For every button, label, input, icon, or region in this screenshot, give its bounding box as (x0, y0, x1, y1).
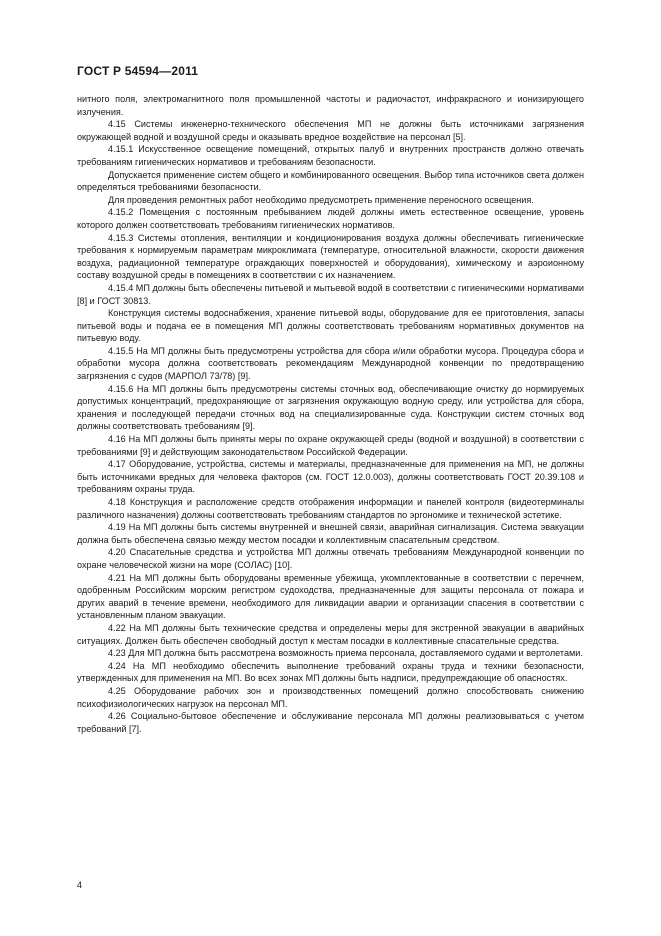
document-header: ГОСТ Р 54594—2011 (77, 64, 199, 78)
paragraph: 4.15.4 МП должны быть обеспечены питьевой и мытьевой водой в соответствии с гигиеническими нормативами [8] и ГОСТ 30813. (77, 282, 585, 306)
paragraph: 4.21 На МП должны быть оборудованы временные убежища, укомплектованные в соответствии с перечнем, одобренным Российским морским регистром судоходства, предназначенные для защиты персонала от пожара и других аварий в течение времени, необходимого для ликвидации аварии и организации спасения в соответствии с установленным планом эвакуации. (77, 572, 584, 621)
paragraph: 4.24 На МП необходимо обеспечить выполнение требований охраны труда и техники безопасности, утвержденных для применения на МП. Во всех зонах МП должны быть надписи, предупреждающие об опасностях. (77, 660, 584, 684)
paragraph: 4.15 Системы инженерно-технического обеспечения МП не должны быть источниками загрязнения окружающей водной и воздушной среды и оказывать вредное воздействие на персонал [5]. (77, 119, 584, 142)
paragraph: 4.15.5 На МП должны быть предусмотрены устройства для сбора и/или обработки мусора. Процедура сбора и обработки мусора должна соответствовать рекомендациям Международной конвенции по предотвращению загрязнения с судов (МАРПОЛ 73/78) [9]. (77, 345, 584, 382)
paragraph: 4.22 На МП должны быть технические средства и определены меры для экстренной эвакуации в аварийных ситуациях. Должен быть обеспечен свободный доступ к местам посадки в коллективные спасательные средства. (77, 622, 584, 646)
paragraph: 4.20 Спасательные средства и устройства МП должны отвечать требованиям Международной конвенции по охране человеческой жизни на море (СОЛАС) [10]. (77, 547, 584, 570)
paragraph: Для проведения ремонтных работ необходимо предусмотреть применение переносного освещения. (108, 194, 534, 205)
paragraph: 4.18 Конструкция и расположение средств отображения информации и панелей контроля (видеотерминалы различного назначения) должны соответствовать требованиям стандартов по эргономике и технической эстетике. (77, 497, 584, 520)
page-number: 4 (77, 880, 83, 890)
document-body (77, 93, 584, 735)
paragraph: 4.15.3 Системы отопления, вентиляции и кондиционирования воздуха должны обеспечивать гигиенические требования к нормируемым параметрам микроклимата (температуре, относительной влажности, скорости движения воздуха, радиационной температуре ограждающих поверхностей и оборудования), химическому и аэроионному составу воздушной среды в помещениях в соответствии с их назначением. (77, 232, 584, 281)
paragraph: 4.15.1 Искусственное освещение помещений, открытых палуб и внутренних пространств должно отвечать требованиям гигиенических нормативов и требованиям безопасности. (77, 144, 584, 167)
paragraph: 4.23 Для МП должна быть рассмотрена возможность приема персонала, доставляемого судами и вертолетами. (108, 648, 583, 659)
paragraph: 4.15.6 На МП должны быть предусмотрены системы сточных вод, обеспечивающие очистку до нормируемых допустимых концентраций, предохраняющие от загрязнения окружающую водную среду, или устройства для сбора, хранения и последующей передачи сточных вод на специализированные суда. Конструкции систем сточных вод должны соответствовать требованиям [9]. (77, 383, 584, 432)
paragraph: 4.19 На МП должны быть системы внутренней и внешней связи, аварийная сигнализация. Система эвакуации должна быть обеспечена связью между местом посадки и коллективным спасательным средством. (77, 522, 584, 545)
paragraph: 4.17 Оборудование, устройства, системы и материалы, предназначенные для применения на МП, не должны быть источниками вредных для человека факторов (см. ГОСТ 12.0.003), должны соответствовать ГОСТ 20.39.108 и требованиям охраны труда. (77, 459, 584, 495)
paragraph: 4.25 Оборудование рабочих зон и производственных помещений должно способствовать снижению психофизиологических нагрузок на персонал МП. (77, 685, 584, 709)
paragraph: 4.26 Социально-бытовое обеспечение и обслуживание персонала МП должны реализовываться с учетом требований [7]. (77, 711, 584, 734)
paragraph: нитного поля, электромагнитного поля промышленной частоты и радиочастот, инфракрасного и ионизирующего излучения. (77, 94, 584, 117)
paragraph: Конструкция системы водоснабжения, хранение питьевой воды, оборудование для ее приготовления, запасы питьевой воды и подача ее в помещения МП должны соответствовать требованиям нормативных документов на питьевую воду. (77, 308, 584, 344)
paragraph: 4.16 На МП должны быть приняты меры по охране окружающей среды (водной и воздушной) в соответствии с требованиями [9] и действующим законодательством Российской Федерации. (77, 434, 584, 457)
paragraph: Допускается применение систем общего и комбинированного освещения. Выбор типа источников света должен определяться требованиями безопасности. (77, 169, 584, 193)
paragraph: 4.15.2 Помещения с постоянным пребыванием людей должны иметь естественное освещение, уровень которого должен соответствовать требованиям гигиенических нормативов. (77, 207, 584, 230)
